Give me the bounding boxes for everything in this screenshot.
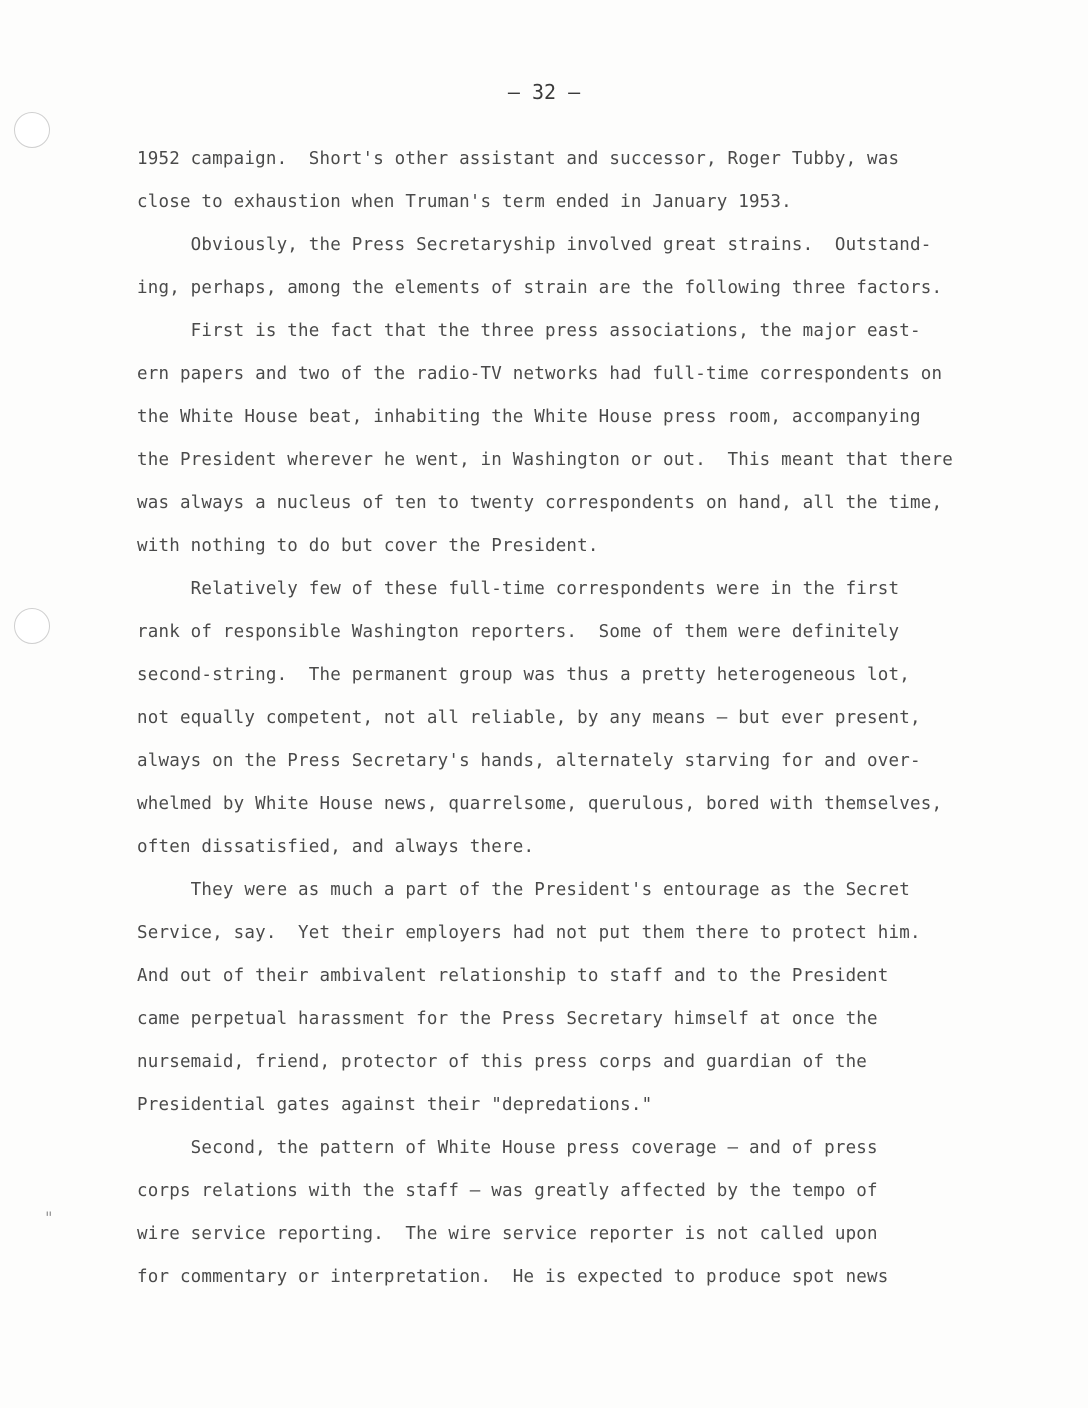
text-line: ern papers and two of the radio-TV networks had full-time correspondents on bbox=[137, 364, 943, 384]
text-line: And out of their ambivalent relationship to staff and to the President bbox=[137, 966, 889, 986]
text-line: First is the fact that the three press associations, the major east- bbox=[137, 321, 921, 341]
text-line: for commentary or interpretation. He is expected to produce spot news bbox=[137, 1267, 889, 1287]
text-line: came perpetual harassment for the Press Secretary himself at once the bbox=[137, 1009, 878, 1029]
text-line: corps relations with the staff — was greatly affected by the tempo of bbox=[137, 1181, 878, 1201]
margin-mark: " bbox=[44, 1208, 54, 1227]
text-line: the White House beat, inhabiting the White House press room, accompanying bbox=[137, 407, 921, 427]
text-line: Service, say. Yet their employers had not put them there to protect him. bbox=[137, 923, 921, 943]
text-line: 1952 campaign. Short's other assistant and successor, Roger Tubby, was bbox=[137, 149, 900, 169]
text-line: second-string. The permanent group was thus a pretty heterogeneous lot, bbox=[137, 665, 910, 685]
text-line: whelmed by White House news, quarrelsome, querulous, bored with themselves, bbox=[137, 794, 943, 814]
text-line: often dissatisfied, and always there. bbox=[137, 837, 535, 857]
text-line: Second, the pattern of White House press coverage — and of press bbox=[137, 1138, 878, 1158]
body-text bbox=[137, 138, 967, 1299]
text-line: close to exhaustion when Truman's term ended in January 1953. bbox=[137, 192, 792, 212]
page-number: — 32 — bbox=[507, 80, 581, 104]
text-line: with nothing to do but cover the President. bbox=[137, 536, 599, 556]
punch-hole-top bbox=[14, 112, 50, 148]
text-line: not equally competent, not all reliable, by any means — but ever present, bbox=[137, 708, 921, 728]
text-line: Presidential gates against their "depredations." bbox=[137, 1095, 653, 1115]
text-line: rank of responsible Washington reporters. Some of them were definitely bbox=[137, 622, 900, 642]
text-line: the President wherever he went, in Washington or out. This meant that there bbox=[137, 450, 953, 470]
text-line: Relatively few of these full-time correspondents were in the first bbox=[137, 579, 900, 599]
text-line: They were as much a part of the President's entourage as the Secret bbox=[137, 880, 910, 900]
text-line: nursemaid, friend, protector of this press corps and guardian of the bbox=[137, 1052, 868, 1072]
text-line: Obviously, the Press Secretaryship involved great strains. Outstand- bbox=[137, 235, 932, 255]
text-line: ing, perhaps, among the elements of strain are the following three factors. bbox=[137, 278, 943, 298]
text-line: was always a nucleus of ten to twenty correspondents on hand, all the time, bbox=[137, 493, 943, 513]
text-line: wire service reporting. The wire service reporter is not called upon bbox=[137, 1224, 878, 1244]
text-line: always on the Press Secretary's hands, alternately starving for and over- bbox=[137, 751, 921, 771]
punch-hole-middle bbox=[14, 608, 50, 644]
